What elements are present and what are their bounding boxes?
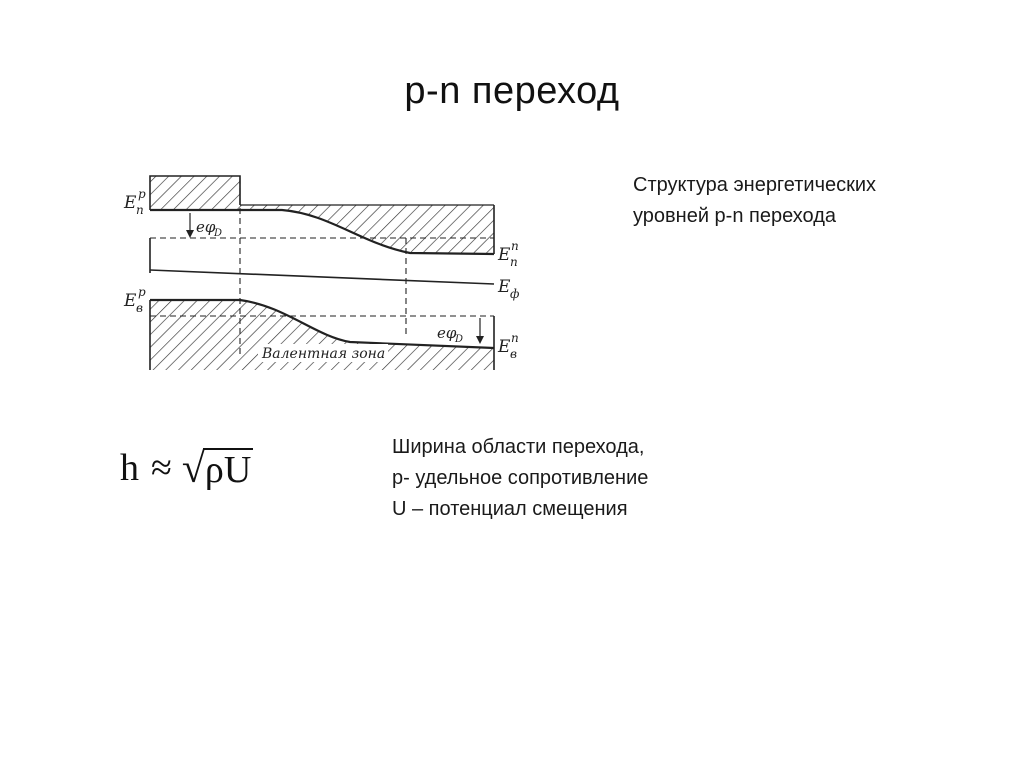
label-en-letter: E <box>498 245 511 265</box>
label-ephi-right: eφ <box>437 324 457 342</box>
width-formula <box>120 446 253 490</box>
label-ephi-left: eφ <box>196 218 216 236</box>
formula-radicand: ρU <box>204 449 252 491</box>
caption-line-1: Структура энергетических <box>633 174 877 196</box>
label-ef-letter: E <box>498 277 511 297</box>
fermi-level-line <box>150 270 494 284</box>
label-ep-sub: п <box>136 203 144 217</box>
ephi-arrowhead-left <box>186 230 194 238</box>
label-valence-band: Валентная зона <box>262 346 386 362</box>
ephi-arrowhead-right <box>476 336 484 344</box>
label-evn-sub: в <box>510 347 517 361</box>
formula-lhs: h <box>120 447 139 489</box>
conduction-band-hatch <box>150 176 494 254</box>
label-en-sub: п <box>510 255 518 269</box>
energy-level-diagram <box>110 158 530 378</box>
formula-approx: ≈ <box>151 447 172 489</box>
label-ep-sup: p <box>138 187 146 201</box>
formula-radical-sign: √ <box>181 446 205 492</box>
label-ev-letter: E <box>124 291 137 311</box>
label-evn-sup: n <box>511 331 519 345</box>
label-ev-sub: в <box>136 301 143 315</box>
label-ep-letter: E <box>124 193 137 213</box>
caption-line-2: уровней p-n перехода <box>633 205 837 227</box>
desc-line-1: Ширина области перехода, <box>392 436 645 458</box>
label-ephi-right-sub: D <box>455 334 464 345</box>
desc-line-2: p- удельное сопротивление <box>392 467 649 489</box>
desc-line-3: U – потенциал смещения <box>392 498 628 520</box>
label-ev-sup: p <box>138 285 146 299</box>
label-evn-letter: E <box>498 337 511 357</box>
slide-title: p-n переход <box>404 70 620 112</box>
diagram-caption <box>633 170 876 232</box>
label-en-sup: n <box>511 239 519 253</box>
formula-description <box>392 432 648 525</box>
label-ephi-left-sub: D <box>214 228 223 239</box>
label-ef-sub: ф <box>510 287 520 301</box>
